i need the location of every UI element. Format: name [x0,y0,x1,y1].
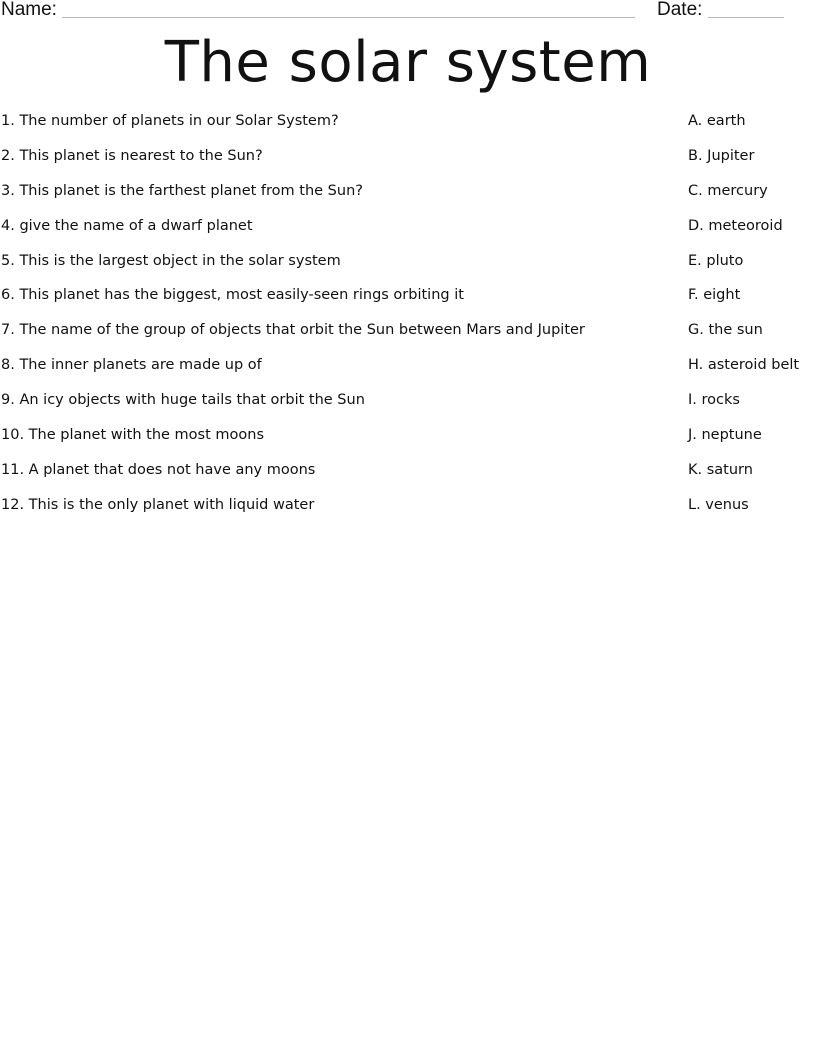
date-label: Date: [657,0,703,20]
answer-option: H. asteroid belt [688,357,800,374]
question-item: 6. This planet has the biggest, most easily-seen rings orbiting it [1,287,464,304]
worksheet-header [0,0,816,24]
question-item: 3. This planet is the farthest planet from the Sun? [1,182,363,199]
question-list [1,111,671,530]
question-item: 12. This is the only planet with liquid water [1,496,315,513]
question-item: 2. This planet is nearest to the Sun? [1,147,263,164]
answer-option: K. saturn [688,461,753,478]
answer-option: E. pluto [688,252,744,269]
date-field[interactable] [708,17,784,18]
answer-list [688,111,814,530]
page-title: The solar system [164,30,652,95]
question-item: 11. A planet that does not have any moons [1,461,316,478]
question-item: 1. The number of planets in our Solar System? [1,113,339,129]
question-item: 8. The inner planets are made up of [1,357,262,374]
question-item: 7. The name of the group of objects that orbit the Sun between Mars and Jupiter [1,322,585,339]
answer-option: G. the sun [688,322,763,339]
answer-option: A. earth [688,113,746,129]
answer-option: F. eight [688,287,741,304]
question-item: 9. An icy objects with huge tails that orbit the Sun [1,392,365,409]
answer-option: B. Jupiter [688,147,755,164]
answer-option: D. meteoroid [688,217,783,234]
answer-option: C. mercury [688,182,768,199]
question-item: 5. This is the largest object in the solar system [1,252,341,269]
answer-option: I. rocks [688,392,740,409]
answer-option: J. neptune [688,427,762,444]
name-label: Name: [1,0,57,20]
name-field[interactable] [62,17,635,18]
question-item: 4. give the name of a dwarf planet [1,217,253,234]
answer-option: L. venus [688,496,749,513]
question-item: 10. The planet with the most moons [1,427,265,444]
